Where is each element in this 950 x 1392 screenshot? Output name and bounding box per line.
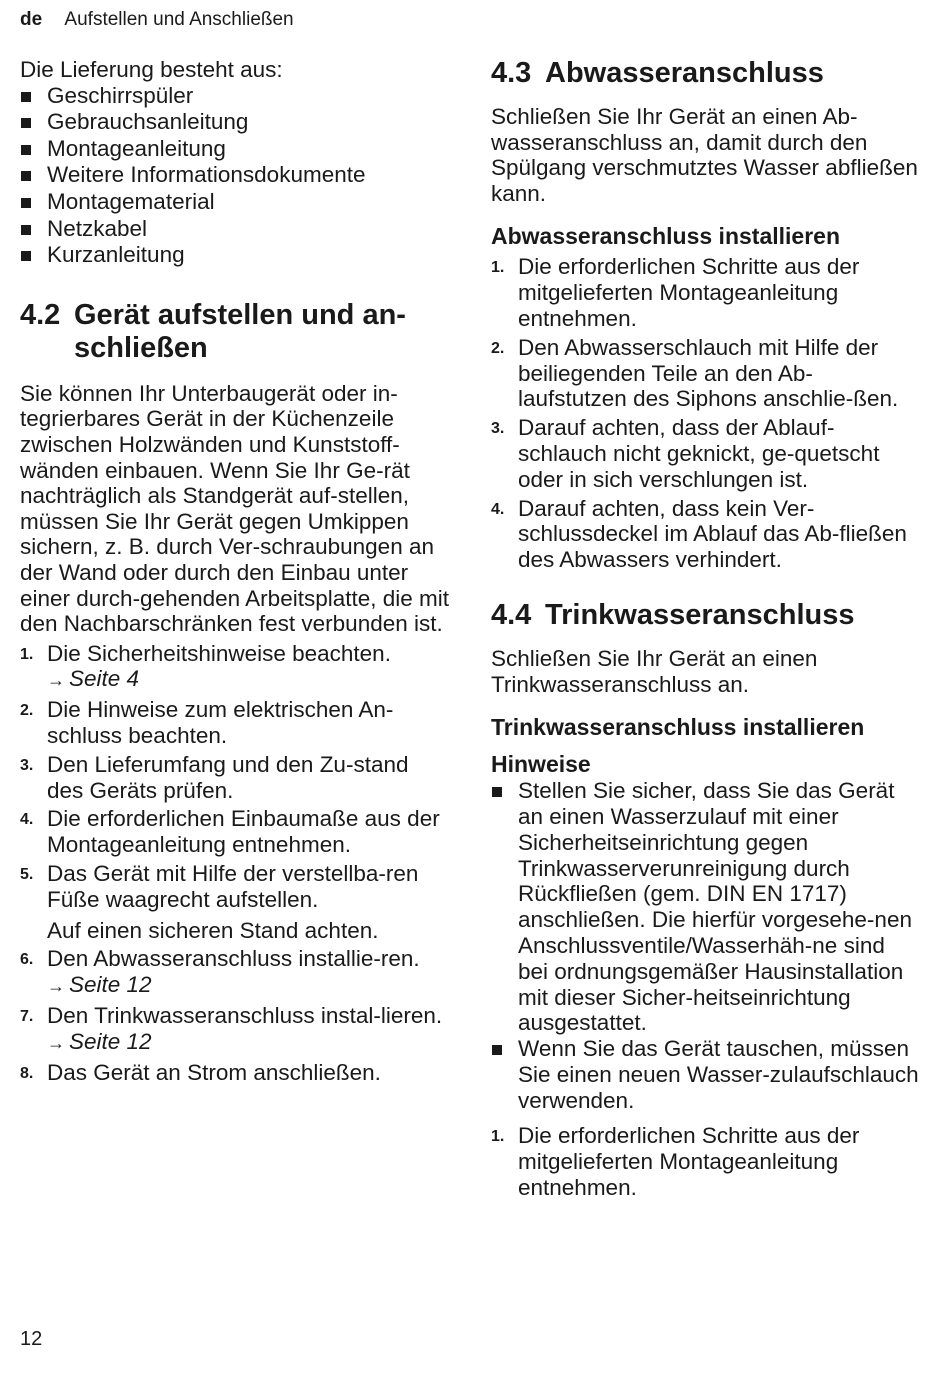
subheading: Abwasseranschluss installieren [491, 223, 840, 250]
page-reference-link[interactable]: → Seite 12 [47, 972, 152, 998]
list-item: Weitere Informationsdokumente [20, 162, 450, 189]
section-heading-4-3 [491, 57, 921, 90]
bullet-square-icon [21, 198, 31, 208]
section-paragraph: Schließen Sie Ihr Gerät an einen Ab-wasseranschluss an, damit durch den Spülgang verschmutztes Wasser abfließen kann. [491, 104, 918, 206]
bullet-square-icon [21, 118, 31, 128]
section-heading-4-4 [491, 599, 921, 632]
list-item: 4. Die erforderlichen Einbaumaße aus der Montageanleitung entnehmen. [20, 806, 440, 858]
section-number: 4.4 [491, 598, 532, 631]
right-column [491, 57, 921, 1204]
list-item: 7. Den Trinkwasseranschluss instal-lieren. → Seite 12 [20, 1003, 443, 1054]
page-reference-link[interactable]: → Seite 4 [47, 666, 140, 692]
left-column [20, 57, 450, 1088]
list-item: 1. Die erforderlichen Schritte aus der mitgelieferten Montageanleitung entnehmen. [491, 254, 860, 331]
arrow-right-icon: → [47, 976, 65, 997]
step-sub-text: Auf einen sicheren Stand achten. [47, 917, 379, 943]
list-item: Gebrauchsanleitung [20, 109, 450, 136]
section-heading-4-2 [20, 299, 450, 365]
section-paragraph: Sie können Ihr Unterbaugerät oder in-tegrierbares Gerät in der Küchenzeile zwischen Holzwänden und Kunststoff-wänden einbauen. Wenn Sie Ihr Ge-rät nachträglich als Standgerät auf-stellen, müssen Sie Ihr Gerät gegen Umkippen sichern, z. B. durch Ver-schraubungen an der Wand oder durch den Einbau unter einer durch-gehenden Arbeitsplatte, die mit den Nachbarschränken fest verbunden ist. [20, 380, 450, 637]
list-item: 1. Die Sicherheitshinweise beachten. → Seite 4 [20, 640, 391, 692]
notes-list [491, 778, 921, 1113]
chapter-title: Aufstellen und Anschließen [64, 9, 294, 30]
section-title: Abwasseranschluss [545, 57, 824, 89]
list-item: Netzkabel [20, 216, 450, 243]
list-item: 6. Den Abwasseranschluss installie-ren. → Seite 12 [20, 946, 420, 998]
page-header [20, 9, 294, 31]
bullet-square-icon [21, 145, 31, 155]
list-item: 4. Darauf achten, dass kein Ver-schlussdeckel im Ablauf das Ab-fließen des Abwassers verhindert. [491, 495, 907, 573]
delivery-intro: Die Lieferung besteht aus: [20, 57, 283, 82]
steps-list-4-4 [491, 1123, 921, 1200]
bullet-square-icon [21, 225, 31, 235]
list-item: 3. Den Lieferumfang und den Zu-stand des Geräts prüfen. [20, 751, 409, 803]
list-item: Stellen Sie sicher, dass Sie das Gerät an einen Wasserzulauf mit einer Sicherheitseinrichtung gegen Trinkwasserverunreinigung durch Rückfließen (gem. DIN EN 1717) anschließen. Die hierfür vorgesehe-nen Anschlussventile/Wasserhäh-ne sind bei ordnungsgemäßer Hausinstallation mit dieser Sicher-heitseinrichtung ausgestattet. [491, 778, 921, 1036]
list-item: 3. Darauf achten, dass der Ablauf-schlauch nicht geknickt, ge-quetscht oder in sich verschlungen ist. [491, 415, 880, 492]
list-item: Geschirrspüler [20, 83, 450, 110]
list-item: 2. Den Abwasserschlauch mit Hilfe der beiliegenden Teile an den Ab-laufstutzen des Siphons anschlie-ßen. [491, 334, 899, 412]
section-number: 4.3 [491, 57, 532, 89]
bullet-square-icon [492, 1045, 502, 1055]
bullet-square-icon [21, 251, 31, 261]
section-paragraph: Schließen Sie Ihr Gerät an einen Trinkwasseranschluss an. [491, 645, 818, 697]
notes-heading: Hinweise [491, 751, 591, 778]
section-title: Gerät aufstellen und an-schließen [74, 298, 406, 364]
section-number: 4.2 [20, 298, 61, 331]
arrow-right-icon: → [47, 1032, 65, 1053]
list-item: Montagematerial [20, 189, 450, 216]
steps-list-4-2 [20, 641, 450, 1086]
steps-list-4-3 [491, 254, 921, 573]
list-item: 1. Die erforderlichen Schritte aus der mitgelieferten Montageanleitung entnehmen. [491, 1123, 860, 1201]
list-item: Kurzanleitung [20, 242, 450, 269]
list-item: 5. Das Gerät mit Hilfe der verstellba-ren Füße waagrecht aufstellen. Auf einen sicheren Stand achten. [20, 861, 450, 943]
bullet-square-icon [21, 92, 31, 102]
delivery-list [20, 83, 450, 269]
list-item: 8. Das Gerät an Strom anschließen. [20, 1059, 381, 1085]
bullet-square-icon [492, 787, 502, 797]
page-number: 12 [20, 1328, 43, 1350]
section-title: Trinkwasseranschluss [545, 598, 855, 631]
bullet-square-icon [21, 171, 31, 181]
list-item: 2. Die Hinweise zum elektrischen An-schluss beachten. [20, 697, 394, 749]
arrow-right-icon: → [47, 670, 65, 691]
list-item: Montageanleitung [20, 136, 450, 163]
language-code: de [20, 9, 43, 30]
page-reference-link[interactable]: → Seite 12 [47, 1028, 152, 1054]
list-item: Wenn Sie das Gerät tauschen, müssen Sie einen neuen Wasser-zulaufschlauch verwenden. [491, 1036, 921, 1113]
subheading: Trinkwasseranschluss installieren [491, 714, 865, 741]
